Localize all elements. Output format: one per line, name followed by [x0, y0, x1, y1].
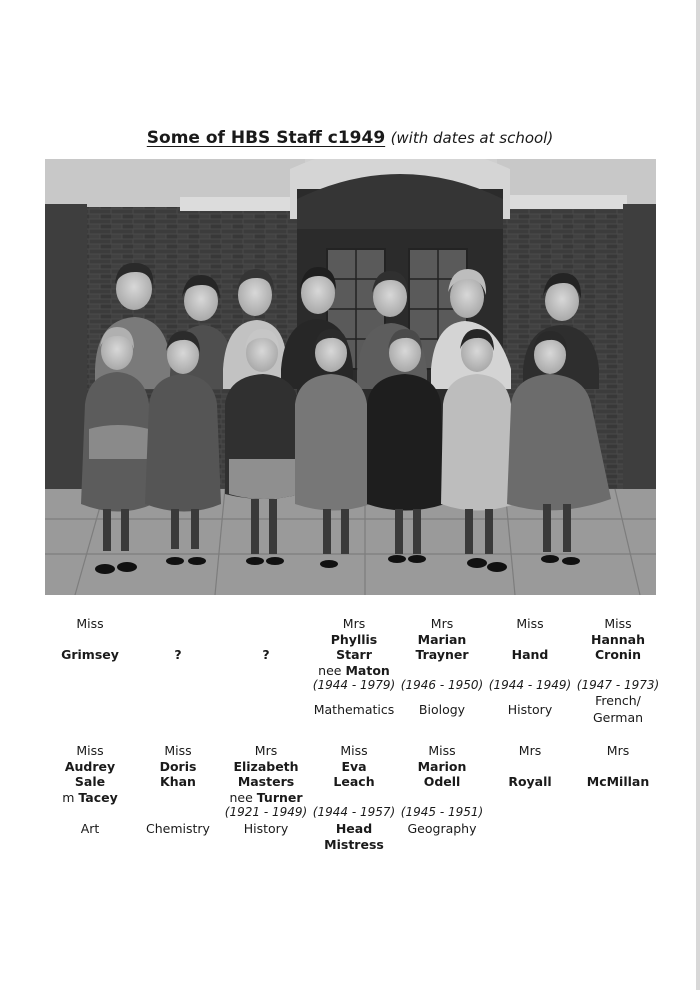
caption-back-4: Mrs Phyllis Starr nee Maton (1944 - 1979) Mathematics	[306, 616, 402, 678]
subject: French/	[595, 693, 641, 708]
page-title	[0, 128, 700, 148]
caption-front-6: Mrs Royall	[508, 743, 552, 790]
maiden-name: nee Maton	[318, 662, 390, 678]
caption-back-2: ?	[174, 647, 182, 663]
subject: History	[243, 821, 289, 836]
subject: Art	[80, 821, 100, 836]
subject: Mathematics	[313, 702, 395, 717]
caption-front-2: Miss Doris Khan Chemistry	[130, 743, 226, 790]
title-main: Some of HBS Staff c1949	[146, 128, 386, 148]
dates-at-school: (1947 - 1973)	[576, 678, 660, 692]
subject: History	[507, 702, 553, 717]
married-name: m Tacey	[62, 789, 118, 805]
caption-front-5: Miss Marion Odell (1945 - 1951) Geography	[394, 743, 490, 790]
caption-front-4: Miss Eva Leach (1944 - 1957) Head Mistress	[306, 743, 402, 790]
dates-at-school: (1921 - 1949)	[224, 805, 308, 819]
caption-back-3: ?	[262, 647, 270, 663]
dates-at-school: (1944 - 1949)	[488, 678, 572, 692]
dates-at-school: (1944 - 1957)	[312, 805, 396, 819]
caption-front-7: Mrs McMillan	[586, 743, 650, 790]
dates-at-school: (1946 - 1950)	[400, 678, 484, 692]
subject: Chemistry	[146, 821, 210, 836]
caption-front-1: Miss Audrey Sale m Tacey Art	[42, 743, 138, 805]
subject-line-2: German	[592, 710, 644, 725]
dates-at-school: (1945 - 1951)	[400, 805, 484, 819]
staff-photograph	[45, 159, 656, 595]
caption-front-3: Mrs Elizabeth Masters nee Turner (1921 - 1949) History	[218, 743, 314, 805]
role-mistress: Mistress	[324, 837, 384, 852]
maiden-name: nee Turner	[229, 789, 303, 805]
dates-at-school: (1944 - 1979)	[312, 678, 396, 692]
subject: Geography	[407, 821, 477, 836]
subject: Biology	[418, 702, 466, 717]
role-head: Head	[335, 821, 373, 836]
caption-back-7: Miss Hannah Cronin (1947 - 1973) French/ German	[570, 616, 666, 663]
page-edge	[696, 0, 700, 990]
caption-back-1: Miss Grimsey	[61, 616, 119, 663]
title-subtitle: (with dates at school)	[390, 129, 554, 147]
staff-photo-illustration	[45, 159, 656, 595]
caption-back-5: Mrs Marian Trayner (1946 - 1950) Biology	[394, 616, 490, 663]
caption-back-6: Miss Hand (1944 - 1949) History	[482, 616, 578, 663]
